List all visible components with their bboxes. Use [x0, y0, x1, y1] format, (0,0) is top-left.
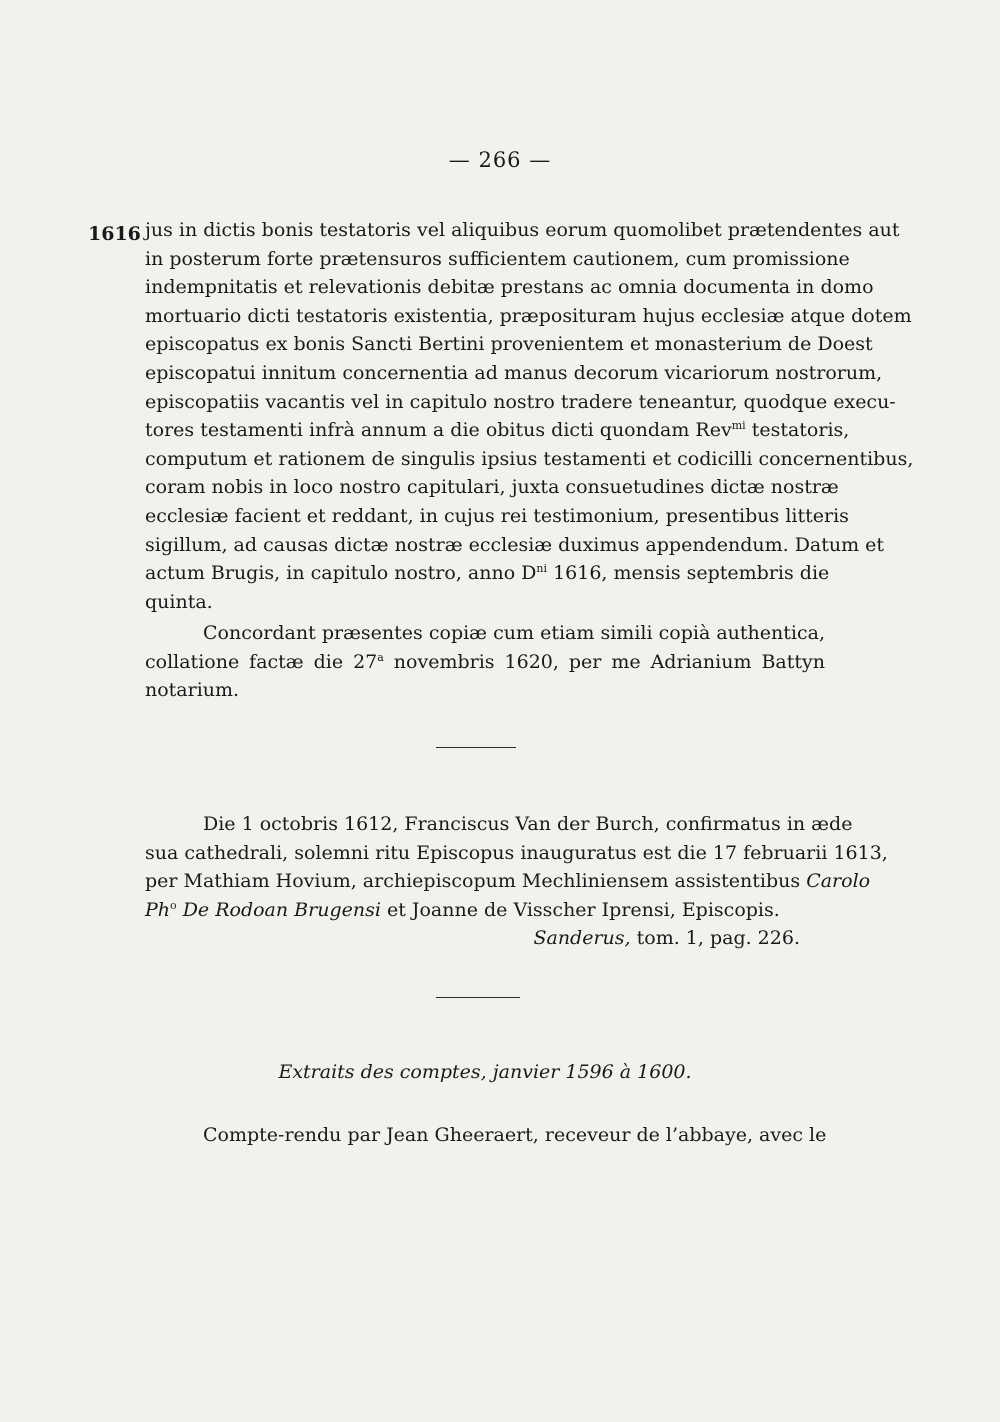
source-author: Sanderus, [533, 927, 631, 950]
text-line: jus in dictis bonis testatoris vel aliquibus eorum quomolibet prætendentes aut [145, 219, 900, 241]
compte-paragraph [145, 1121, 825, 1150]
text-line: episcopatiis vacantis vel in capitulo nostro tradere teneantur, quodque execu- [145, 390, 896, 413]
concordant-paragraph [145, 619, 825, 705]
text-fragment: collatione factæ die 27 [145, 650, 378, 673]
text-line: episcopatui innitum concernentia ad manus decorum vicariorum nostrorum, [145, 361, 883, 384]
text-fragment: novembris 1620, per me Adrianium Battyn [383, 650, 826, 673]
text-fragment: testatoris, [745, 419, 850, 442]
text-line: Compte-rendu par Jean Gheeraert, receveur de l’abbaye, avec le [203, 1124, 827, 1146]
text-line: ecclesiæ facient et reddant, in cujus rei testimonium, presentibus litteris [145, 504, 849, 527]
superscript: a [377, 650, 384, 664]
text-line [145, 896, 825, 925]
text-fragment: 1616, mensis septembris die [547, 562, 830, 585]
text-line [145, 867, 871, 896]
section-heading: Extraits des comptes, janvier 1596 à 1600. [278, 1061, 692, 1083]
page-number: — 266 — [448, 148, 552, 172]
superscript: mi [731, 419, 746, 433]
text-line: quinta. [145, 590, 213, 613]
text-line: Die 1 octobris 1612, Franciscus Van der Burch, confirmatus in æde [203, 813, 853, 835]
text-line: computum et rationem de singulis ipsius testamenti et codicilli concernentibus, [145, 447, 914, 470]
text-line: in posterum forte prætensuros sufficientem cautionem, cum promissione [145, 247, 850, 270]
text-fragment: actum Brugis, in capitulo nostro, anno D [145, 562, 537, 585]
text-fragment: et Joanne de Visscher Iprensi, Episcopis. [380, 898, 780, 921]
charter-paragraph [145, 216, 914, 616]
italic-name: Carolo [806, 870, 871, 893]
italic-name: Ph [145, 898, 171, 921]
text-line [145, 416, 850, 445]
margin-year: 1616 [88, 223, 141, 245]
inauguration-paragraph [145, 810, 888, 953]
superscript: o [170, 898, 177, 912]
text-line: notarium. [145, 679, 240, 702]
text-line [145, 648, 825, 677]
source-reference: tom. 1, pag. 226. [630, 927, 800, 950]
source-citation [145, 924, 825, 953]
text-line: sua cathedrali, solemni ritu Episcopus inauguratus est die 17 februarii 1613, [145, 841, 888, 864]
separator-rule [436, 747, 516, 748]
text-line: indempnitatis et relevationis debitæ prestans ac omnia documenta in domo [145, 276, 874, 299]
text-line: coram nobis in loco nostro capitulari, juxta consuetudines dictæ nostræ [145, 476, 839, 499]
separator-rule [436, 997, 520, 998]
text-line: Concordant præsentes copiæ cum etiam simili copià authentica, [203, 622, 825, 644]
text-fragment: tores testamenti infrà annum a die obitus dicti quondam Rev [145, 419, 732, 442]
text-line: sigillum, ad causas dictæ nostræ ecclesiæ duximus appendendum. Datum et [145, 533, 885, 556]
text-line: mortuario dicti testatoris existentia, præposituram hujus ecclesiæ atque dotem [145, 304, 912, 327]
text-line: episcopatus ex bonis Sancti Bertini provenientem et monasterium de Doest [145, 333, 873, 356]
superscript: ni [536, 562, 548, 576]
italic-name: De Rodoan Brugensi [176, 898, 381, 921]
text-fragment: per Mathiam Hovium, archiepiscopum Mechliniensem assistentibus [145, 870, 807, 893]
text-line [145, 559, 830, 588]
